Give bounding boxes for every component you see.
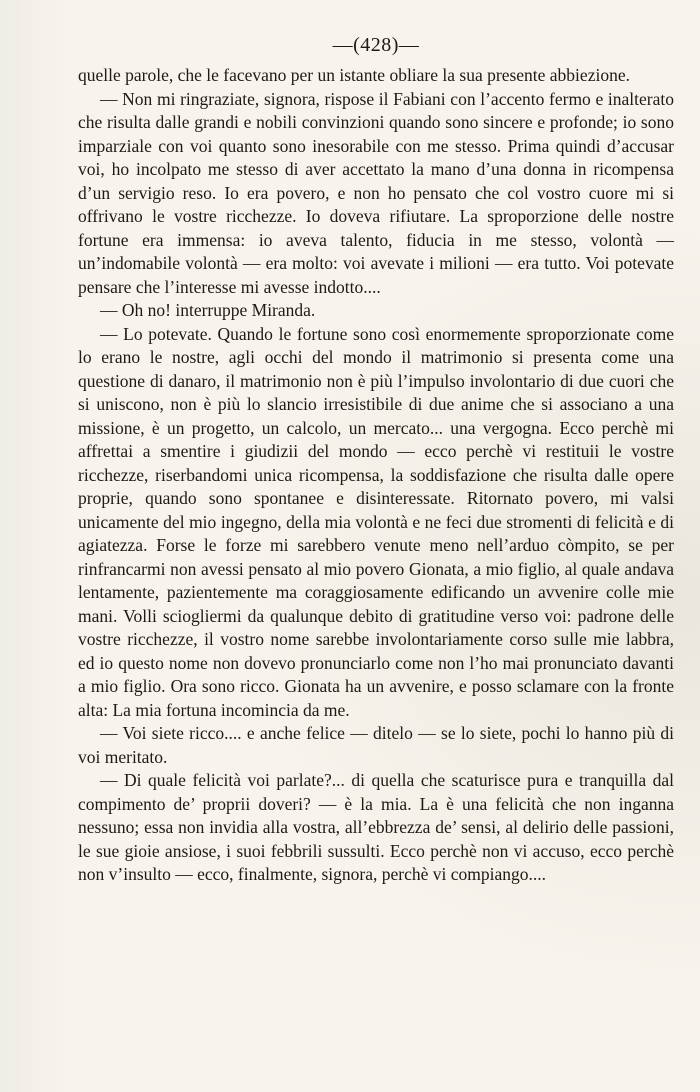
paragraph: — Voi siete ricco.... e anche felice — ditelo — se lo siete, pochi lo hanno più di voi meritato. (78, 723, 674, 767)
paragraph: quelle parole, che le facevano per un istante obliare la sua presente abbiezione. (78, 65, 630, 85)
paragraph: — Lo potevate. Quando le fortune sono così enormemente sproporzionate come lo erano le nostre, agli occhi del mondo il matrimonio si presenta come una questione di danaro, il matrimonio non è più l’impulso involontario di due cuori che si uniscono, non è più lo slancio irresistibile di due anime che si associano a una missione, è un progetto, un calcolo, un mercato... una vergogna. Ecco perchè mi affrettai a smentire i giudizii del mondo — ecco perchè vi restituii le vostre ricchezze, riserbandomi unica ricompensa, la soddisfazione che risulta dalle opere proprie, quando sono spontanee e disinteressate. Ritornato povero, mi valsi unicamente del mio ingegno, della mia volontà e ne feci due stromenti di felicità e di agiatezza. Forse le forze mi sarebbero venute meno nell’arduo còmpito, se per rinfrancarmi non avessi pensato al mio povero Gionata, a mio figlio, al quale andava lentamente, pazientemente ma coraggiosamente edificando un avvenire colle mie mani. Volli sciogliermi da qualunque debito di gratitudine verso voi: padrone delle vostre ricchezze, il vostro nome sarebbe involontariamente corso sulle mie labbra, ed io questo nome non dovevo pronunciarlo come non l’ho mai pronunciato davanti a mio figlio. Ora sono ricco. Gionata ha un avvenire, e posso sclamare con la fronte alta: La mia fortuna incomincia da me. (78, 323, 674, 720)
paragraph: — Di quale felicità voi parlate?... di quella che scaturisce pura e tranquilla dal compimento de’ proprii doveri? — è la mia. La è una felicità che non inganna nessuno; essa non invidia alla vostra, all’ebbrezza de’ sensi, al delirio delle passioni, le sue gioie ansiose, i suoi febbrili sussulti. Ecco perchè non vi accuso, ecco perchè non v’insulto — ecco, finalmente, signora, perchè vi compiango.... (78, 770, 674, 884)
paragraph: — Non mi ringraziate, signora, rispose il Fabiani con l’accento fermo e inalterato che risulta dalle grandi e nobili convinzioni quando sono sincere e profonde; io sono imparziale con voi quanto sono inesorabile con me stesso. Prima quindi d’accusar voi, ho incolpato me stesso di aver accettato la mano d’una donna in ricompensa d’un servigio reso. Io era povero, e non ho pensato che col vostro cuore mi si offrivano le vostre ricchezze. Io doveva rifiutare. La sproporzione delle nostre fortune era immensa: io aveva talento, fiducia in me stesso, volontà — un’indomabile volontà — era molto: voi avevate i milioni — era tutto. Voi potevate pensare che l’interesse mi avesse indotto.... (78, 88, 674, 297)
paragraph: — Oh no! interruppe Miranda. (100, 300, 316, 320)
page-number: —(428)— (332, 34, 420, 56)
body-text (78, 64, 674, 887)
